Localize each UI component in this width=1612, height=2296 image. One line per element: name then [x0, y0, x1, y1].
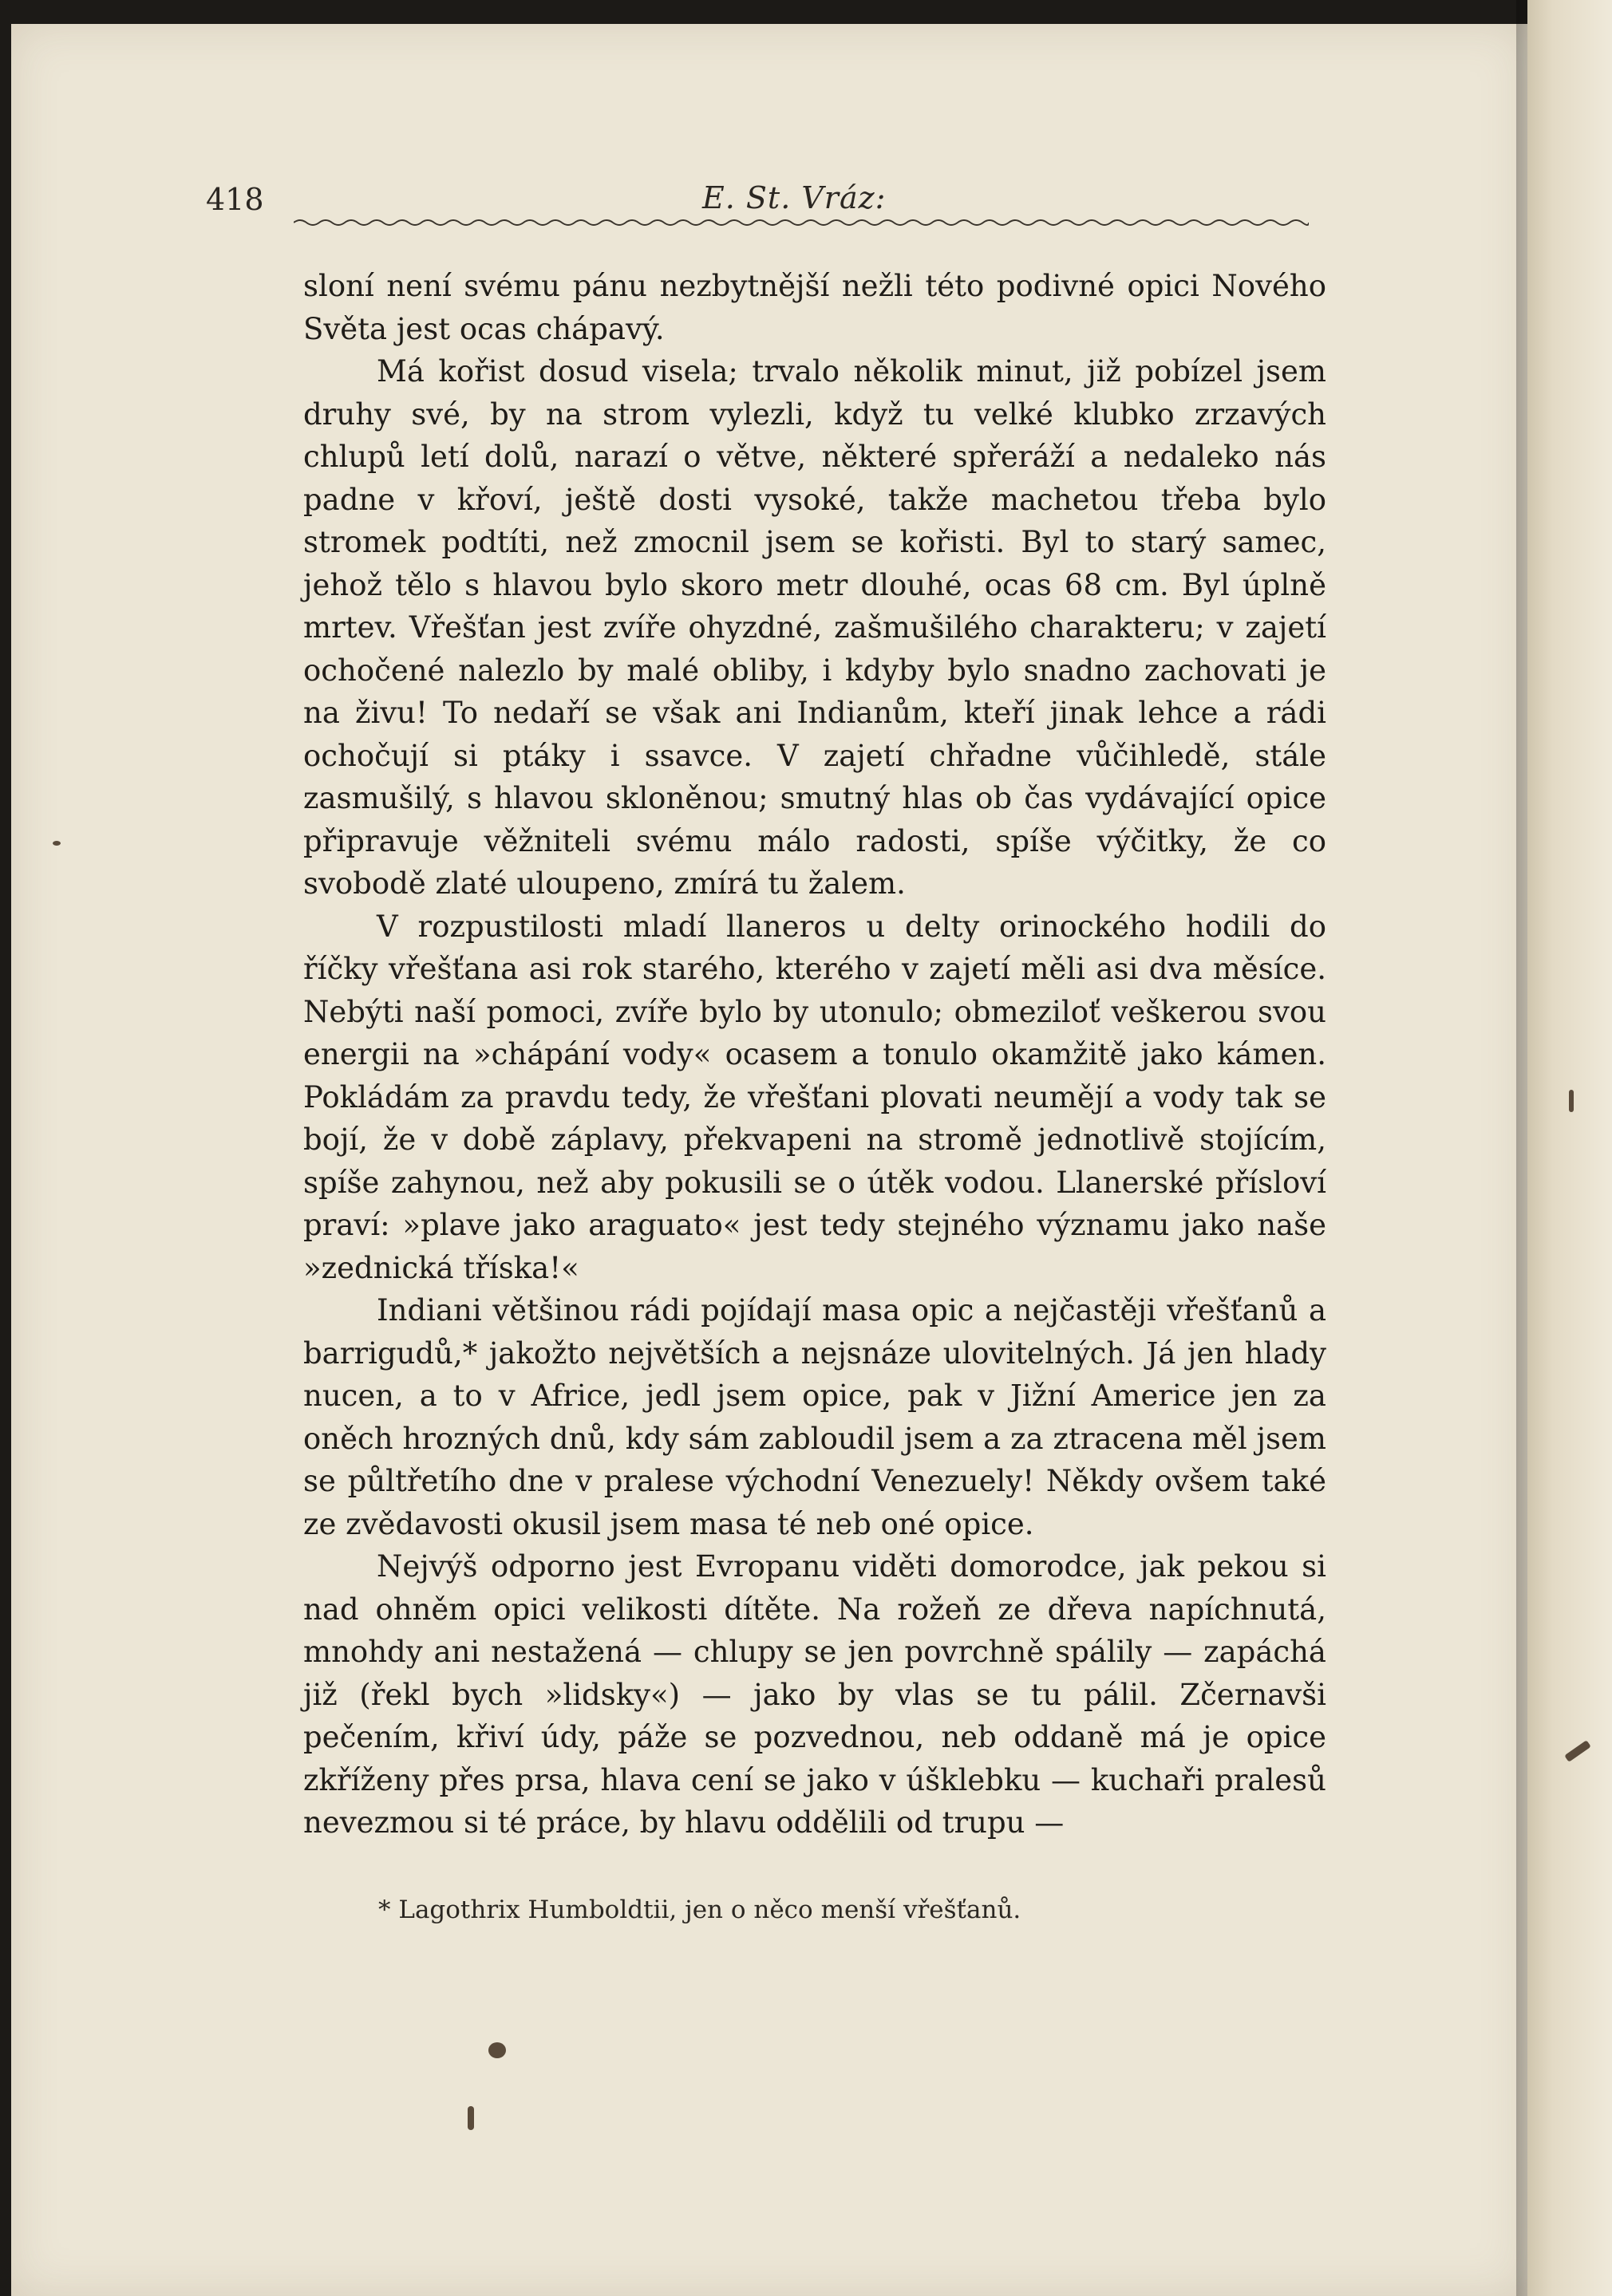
ink-speck [468, 2106, 474, 2130]
paragraph-4: Indiani většinou rádi pojídají masa opic a nejčastěji vřešťanů a barrigudů,* jakožto největších a nejsnáze ulovitelných. Já jen hlady nucen, a to v Africe, jedl jsem opice, pak v Jižní Americe jen za oněch hrozných dnů, kdy sám zabloudil jsem a za ztracena měl jsem se půltřetího dne v pralese východní Venezuely! Někdy ovšem také ze zvědavosti okusil jsem masa té neb oné opice. [303, 1293, 1326, 1541]
paragraph-5: Nejvýš odporno jest Evropanu viděti domorodce, jak pekou si nad ohněm opici velikosti dítěte. Na rožeň ze dřeva napíchnutá, mnohdy ani nestažená — chlupy se jen povrchně spálily — zapáchá již (řekl bych »lidsky«) — jako by vlas se tu pálil. Zčernavši pečením, křiví údy, páže se pozvednou, neb oddaně má je opice zkříženy přes prsa, hlava cení se jako v úšklebku — kuchaři pralesů nevezmou si té práce, by hlavu oddělili od trupu — [303, 1549, 1326, 1840]
paragraph-3: V rozpustilosti mladí llaneros u delty orinockého hodili do říčky vřešťana asi rok starého, kterého v zajetí měli asi dva měsíce. Nebýti naší pomoci, zvíře bylo by utonulo; obmeziloť veškerou svou energii na »chápání vody« ocasem a tonulo okamžitě jako kámen. Pokládám za pravdu tedy, že vřešťani plovati neumějí a vody tak se bojí, že v době záplavy, překvapeni na stromě jednotlivě stojícím, spíše zahynou, než aby pokusili se o útěk vodou. Llanerské přísloví praví: »plave jako araguato« jest tedy stejného významu jako naše »zednická tříska!« [303, 909, 1326, 1285]
paragraph-1: sloní není svému pánu nezbytnější nežli této podivné opici Nového Světa jest ocas chápavý. [303, 269, 1326, 346]
running-head: E. St. Vráz: [702, 180, 887, 215]
ink-speck [488, 2042, 506, 2058]
ink-speck [53, 841, 61, 846]
ink-speck [1569, 1090, 1574, 1112]
body-text [303, 265, 1326, 1844]
ornamental-rule [294, 217, 1309, 228]
next-page-edge [1527, 0, 1612, 2296]
paragraph-2: Má kořist dosud visela; trvalo několik minut, již pobízel jsem druhy své, by na strom vylezli, když tu velké klubko zrzavých chlupů letí dolů, narazí o větve, některé spřeráží a nedaleko nás padne v křoví, ještě dosti vysoké, takže machetou třeba bylo stromek podtíti, než zmocnil jsem se kořisti. Byl to starý samec, jehož tělo s hlavou bylo skoro metr dlouhé, ocas 68 cm. Byl úplně mrtev. Vřešťan jest zvíře ohyzdné, zašmušilého charakteru; v zajetí ochočené nalezlo by malé obliby, i kdyby bylo snadno zachovati je na živu! To nedaří se však ani Indianům, kteří jinak lehce a rádi ochočují si ptáky i ssavce. V zajetí chřadne vůčihledě, stále zasmušilý, s hlavou skloněnou; smutný hlas ob čas vydávající opice připravuje věžniteli svému málo radosti, spíše výčitky, že co svobodě zlaté uloupeno, zmírá tu žalem. [303, 354, 1326, 901]
footnote: * Lagothrix Humboldtii, jen o něco menší vřešťanů. [378, 1896, 1021, 1924]
page-number: 418 [206, 182, 264, 217]
